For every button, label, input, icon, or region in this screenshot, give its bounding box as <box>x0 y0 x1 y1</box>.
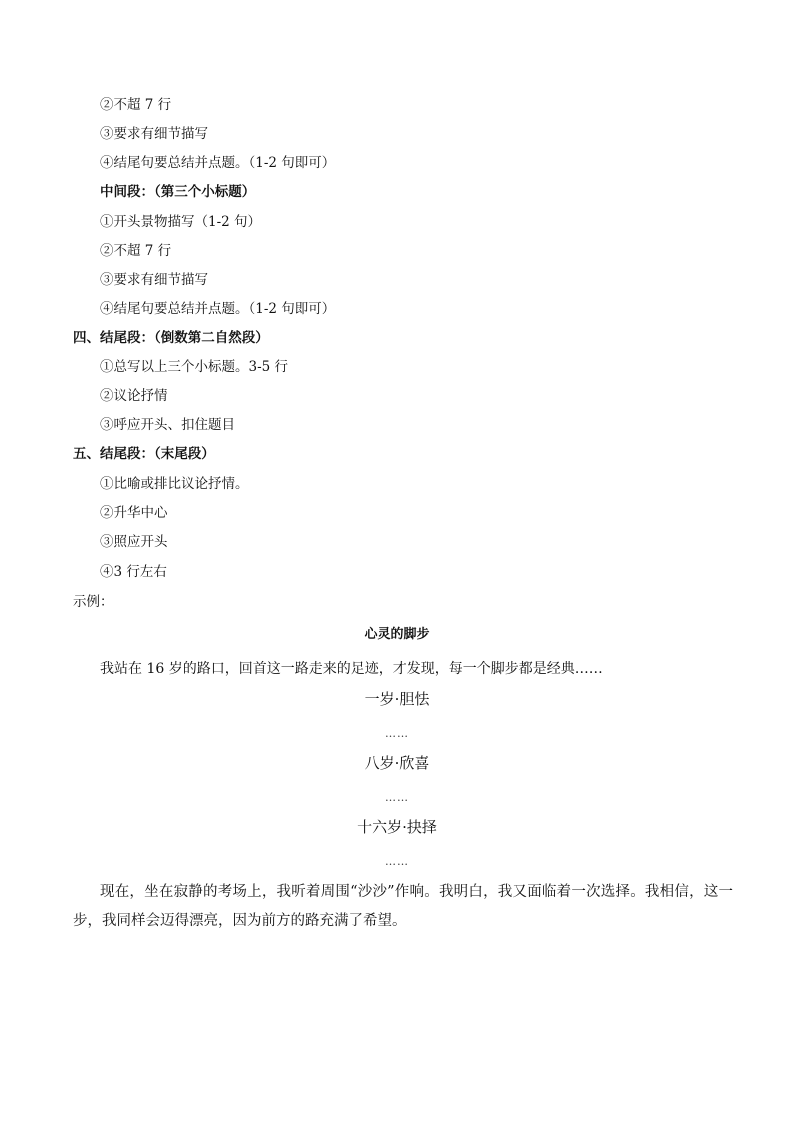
subtitle-2: 八岁·欣喜 <box>364 754 430 772</box>
ellipsis-2: …… <box>385 791 409 804</box>
section4-heading: 四、结尾段：（倒数第二自然段） <box>73 330 269 346</box>
ellipsis-1: …… <box>385 727 409 740</box>
section4-item-3: ③呼应开头、扣住题目 <box>100 417 235 433</box>
example-title: 心灵的脚步 <box>364 627 430 642</box>
section5-item-4: ④3 行左右 <box>100 564 167 580</box>
section3-item-4: ④结尾句要总结并点题。（1-2 句即可） <box>100 155 336 171</box>
example-intro: 我站在 16 岁的路口，回首这一路走来的足迹，才发现，每一个脚步都是经典…… <box>100 661 603 677</box>
middle-para3-item-2: ②不超 7 行 <box>100 243 172 259</box>
section4-item-1: ①总写以上三个小标题。3-5 行 <box>100 359 289 375</box>
ellipsis-3: …… <box>385 855 409 868</box>
example-closing-paragraph: 现在，坐在寂静的考场上，我听着周围“沙沙”作响。我明白，我又面临着一次选择。我相信，这一步，我同样会迈得漂亮，因为前方的路充满了希望。 <box>73 884 733 929</box>
section3-item-2: ②不超 7 行 <box>100 97 172 113</box>
section5-item-2: ②升华中心 <box>100 505 168 521</box>
subtitle-3: 十六岁·抉择 <box>357 818 437 836</box>
middle-para3-item-1: ①开头景物描写（1-2 句） <box>100 214 262 230</box>
subtitle-1: 一岁·胆怯 <box>364 690 430 708</box>
middle-para3-item-3: ③要求有细节描写 <box>100 272 208 288</box>
middle-para3-item-4: ④结尾句要总结并点题。（1-2 句即可） <box>100 301 336 317</box>
section3-item-3: ③要求有细节描写 <box>100 126 208 142</box>
section5-heading: 五、结尾段：（末尾段） <box>73 446 215 462</box>
section5-item-1: ①比喻或排比议论抒情。 <box>100 476 249 492</box>
section5-item-3: ③照应开头 <box>100 534 168 550</box>
middle-para3-heading: 中间段：（第三个小标题） <box>100 184 256 200</box>
example-label: 示例： <box>73 594 114 610</box>
section4-item-2: ②议论抒情 <box>100 388 168 404</box>
